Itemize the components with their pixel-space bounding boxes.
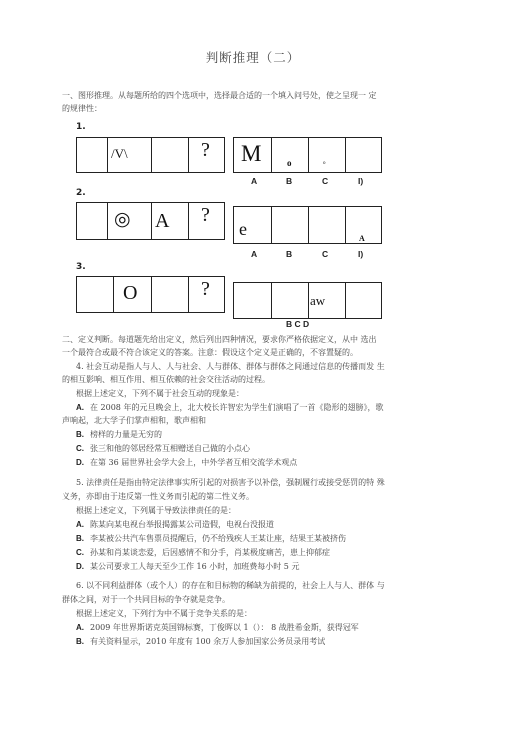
q2-stem-letter: A [155, 210, 170, 232]
q2-option-a-figure: e [239, 219, 247, 239]
q6-question: 根据上述定义，下列行为中不属于竞争关系的是： [76, 609, 252, 618]
q1-opt-label-a: A [251, 176, 258, 186]
q1-option-b-figure: o [287, 158, 292, 168]
q2-stem-circle: ◎ [114, 209, 131, 230]
q5-option-b: B. 李某被公共汽车售票员提醒后，仍不给残疾人王某让座，结果王某被挤伤 [76, 534, 346, 543]
q5-definition-line1: 5. 法律责任是指由特定法律事实所引起的对损害予以补偿，强制履行或接受惩罚的特 殊 [76, 478, 385, 487]
q1-opt-label-b: B [286, 176, 293, 186]
q1-stem-figure: /V\ [111, 146, 128, 161]
q1-question-mark: ? [201, 139, 210, 161]
q3-option-c-figure: aw [310, 293, 326, 308]
q1-opt-label-c: C [322, 176, 329, 186]
q2-question-mark: ? [201, 204, 210, 226]
q4-option-a: A. 在 2008 年的元旦晚会上，北大校长许智宏为学生们演唱了一首《隐形的翅膀》，歌 [76, 403, 384, 412]
q6-definition-line2: 群体之间，对于一个共同目标的争夺就是竞争。 [62, 595, 230, 604]
q3-stem-letter: O [123, 282, 138, 304]
q2-opt-label-c: C [322, 249, 329, 259]
q2-options-box [233, 206, 382, 244]
q4-option-a-cont: 声响起，北大学子们掌声相和，歌声相和 [62, 416, 206, 425]
q4-option-b: B. 榜样的力量是无穷的 [76, 430, 162, 439]
q2-option-d-figure: A [359, 234, 365, 243]
q5-option-d: D. 某公司要求工人每天至少工作 16 小时，加班费每小时 5 元 [76, 562, 300, 571]
q3-opt-labels: B C D [286, 319, 310, 329]
q2-stem-box [76, 202, 225, 240]
q2-opt-label-b: B [286, 249, 293, 259]
q1-opt-label-d: I) [358, 176, 364, 186]
q6-option-a: A. 2009 年世界斯诺克英国锦标赛，丁俊晖以 1（）： 8 战胜希金斯，获得冠军 [76, 623, 359, 632]
q5-option-c: C. 孙某和肖某谈恋爱，后因感情不和分手，肖某极度痛苦，患上抑郁症 [76, 548, 330, 557]
q1-options-box [233, 137, 382, 173]
q5-definition-line2: 义务，亦即由于违反第一性义务而引起的第二性义务。 [62, 492, 254, 501]
q4-question: 根据上述定义，下列不属于社会互动的现象是： [76, 389, 244, 398]
section2-intro-line1: 二、定义判断。每道题先给出定义，然后列出四种情况，要求你严格依据定义，从中 选出 [62, 335, 377, 344]
q4-option-c: C. 张三和他的邻居经常互相赠送自己做的小点心 [76, 444, 250, 453]
q1-stem-box [76, 137, 225, 173]
q1-label: 1. [76, 122, 86, 132]
q1-option-a-figure: M [241, 141, 262, 166]
q5-option-a: A. 陈某向某电视台举报揭露某公司造假，电视台没报道 [76, 520, 274, 529]
section1-intro-line2: 的规律性： [62, 104, 102, 113]
q2-opt-label-a: A [251, 249, 258, 259]
q4-definition-line2: 的相互影响、相互作用、相互依赖的社会交往活动的过程。 [62, 375, 270, 384]
q2-label: 2. [76, 188, 86, 198]
q3-stem-box [76, 276, 225, 313]
q6-definition-line1: 6. 以不同利益群体（或个人）的存在和目标物的稀缺为前提的，社会上人与人、群体 与 [76, 581, 385, 590]
q3-options-box [233, 282, 382, 319]
q2-opt-label-d: I) [358, 249, 364, 259]
page-title: 判断推理（二） [205, 50, 301, 65]
q3-question-mark: ? [201, 278, 210, 300]
q4-option-d: D. 在第 36 届世界社会学大会上，中外学者互相交流学术观点 [76, 458, 298, 467]
section1-intro-line1: 一、图形推理。从每题所给的四个选项中，选择最合适的一个填入问号处，使之呈现一 定 [62, 91, 377, 100]
q5-question: 根据上述定义，下列属于导致法律责任的是： [76, 506, 236, 515]
section2-intro-line2: 一个最符合或最不符合该定义的答案。注意：假设这个定义是正确的，不容置疑的。 [62, 348, 358, 357]
q3-label: 3. [76, 262, 86, 272]
q4-definition-line1: 4. 社会互动是指人与人、人与社会、人与群体、群体与群体之间通过信息的传播而发 生 [76, 362, 385, 371]
q1-option-c-figure: o [323, 161, 326, 166]
q6-option-b: B. 有关资料显示，2010 年度有 100 余万人参加国家公务员录用考试 [76, 637, 326, 646]
